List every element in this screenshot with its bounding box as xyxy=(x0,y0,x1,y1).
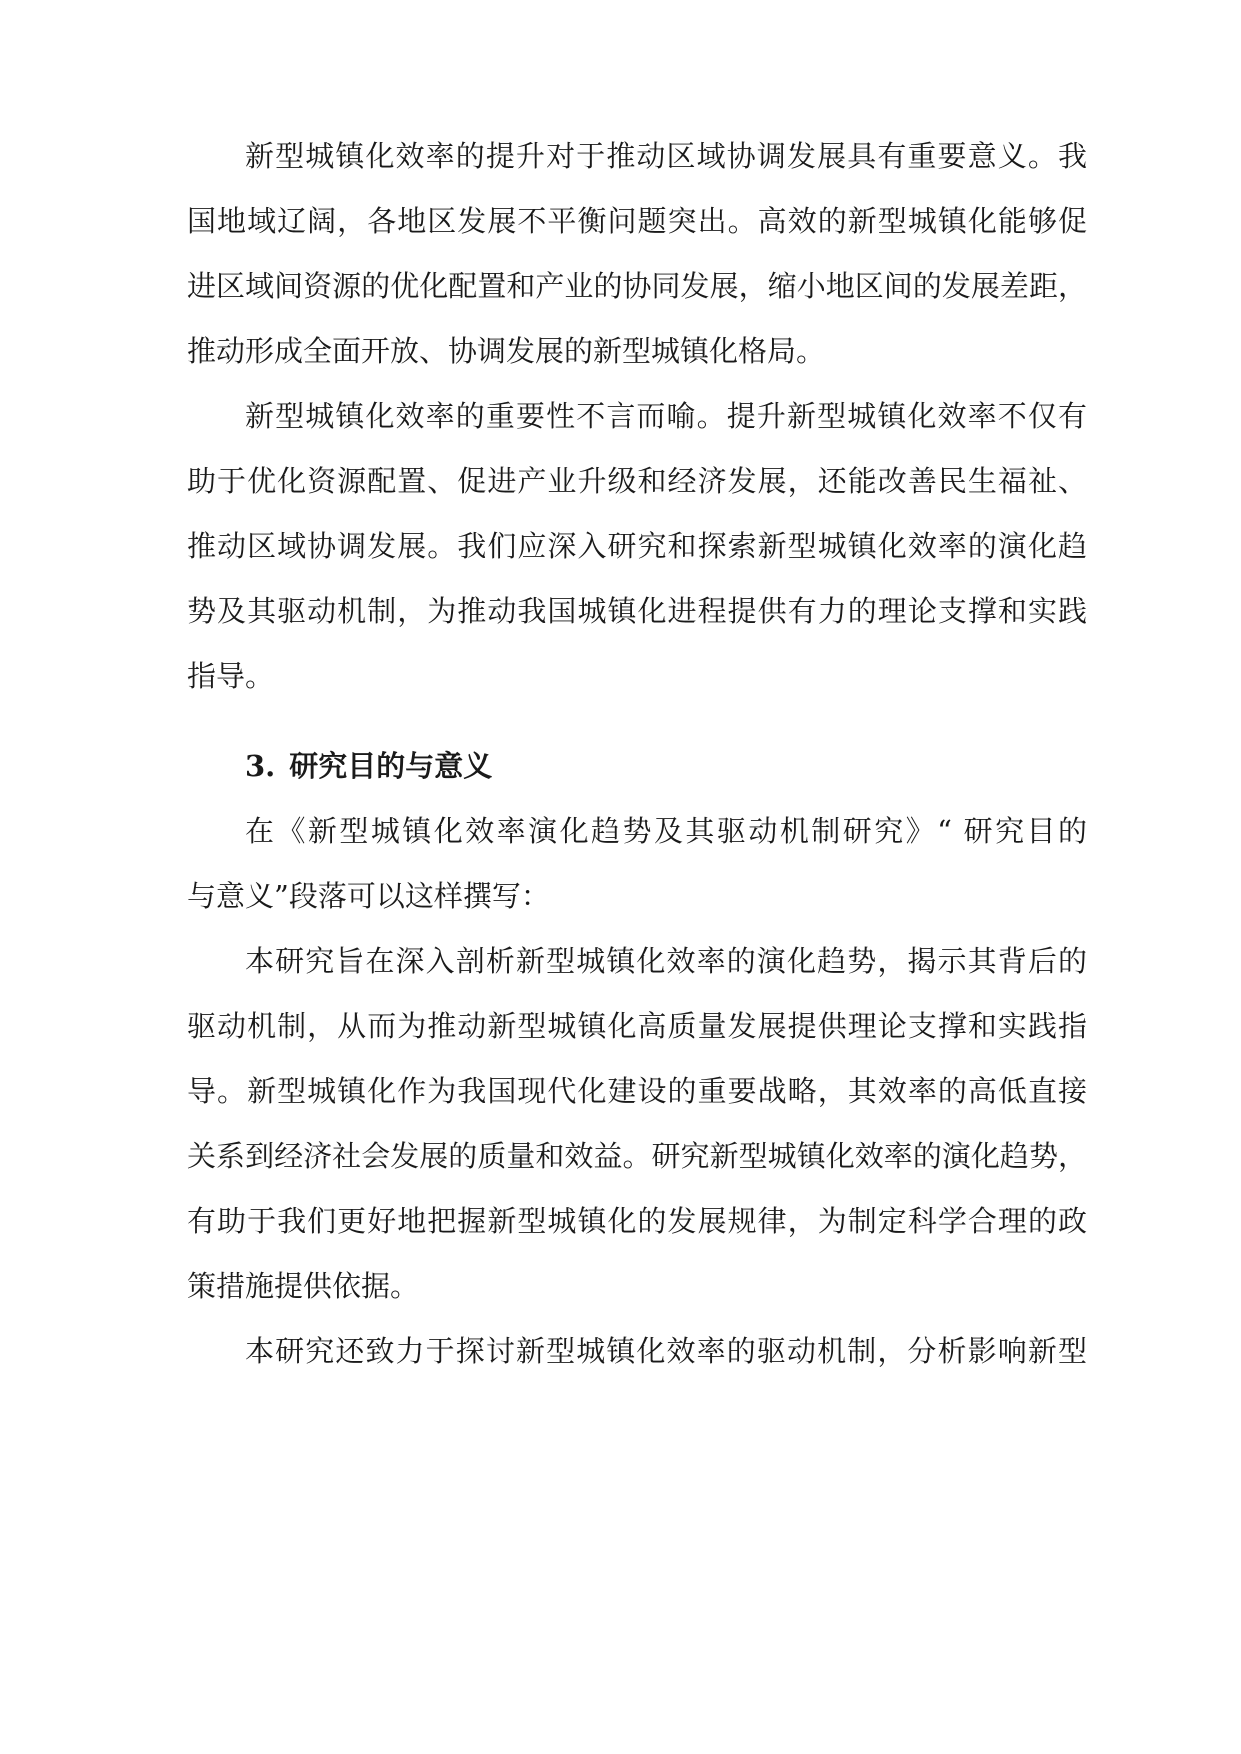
section-heading xyxy=(245,746,492,786)
paragraph-4-line-4: 关系到经济社会发展的质量和效益。研究新型城镇化效率的演化趋势， xyxy=(187,1139,1087,1173)
paragraph-1-line-1: 新型城镇化效率的提升对于推动区域协调发展具有重要意义。我 xyxy=(245,139,1087,173)
paragraph-2-line-5: 指导。 xyxy=(187,659,275,693)
paragraph-2-line-1: 新型城镇化效率的重要性不言而喻。提升新型城镇化效率不仅有 xyxy=(245,399,1087,433)
paragraph-2-line-3: 推动区域协调发展。我们应深入研究和探索新型城镇化效率的演化趋 xyxy=(187,529,1087,563)
paragraph-4-line-1: 本研究旨在深入剖析新型城镇化效率的演化趋势，揭示其背后的 xyxy=(245,944,1087,978)
paragraph-5-line-1: 本研究还致力于探讨新型城镇化效率的驱动机制，分析影响新型 xyxy=(245,1334,1087,1368)
paragraph-4-line-3: 导。新型城镇化作为我国现代化建设的重要战略，其效率的高低直接 xyxy=(187,1074,1087,1108)
section-title: 研究目的与意义 xyxy=(289,749,493,783)
paragraph-2-line-4: 势及其驱动机制，为推动我国城镇化进程提供有力的理论支撑和实践 xyxy=(187,594,1087,628)
paragraph-1-line-4: 推动形成全面开放、协调发展的新型城镇化格局。 xyxy=(187,334,826,368)
paragraph-4-line-2: 驱动机制，从而为推动新型城镇化高质量发展提供理论支撑和实践指 xyxy=(187,1009,1087,1043)
paragraph-4-line-5: 有助于我们更好地把握新型城镇化的发展规律，为制定科学合理的政 xyxy=(187,1204,1087,1238)
paragraph-1-line-2: 国地域辽阔，各地区发展不平衡问题突出。高效的新型城镇化能够促 xyxy=(187,204,1087,238)
paragraph-3-line-2: 与意义”段落可以这样撰写： xyxy=(187,879,550,913)
section-number: 3. xyxy=(245,749,276,783)
paragraph-1-line-3: 进区域间资源的优化配置和产业的协同发展，缩小地区间的发展差距， xyxy=(187,269,1087,303)
paragraph-2-line-2: 助于优化资源配置、促进产业升级和经济发展，还能改善民生福祉、 xyxy=(187,464,1087,498)
paragraph-4-line-6: 策措施提供依据。 xyxy=(187,1269,420,1303)
paragraph-3-line-1: 在《新型城镇化效率演化趋势及其驱动机制研究》“ 研究目的 xyxy=(245,814,1087,848)
